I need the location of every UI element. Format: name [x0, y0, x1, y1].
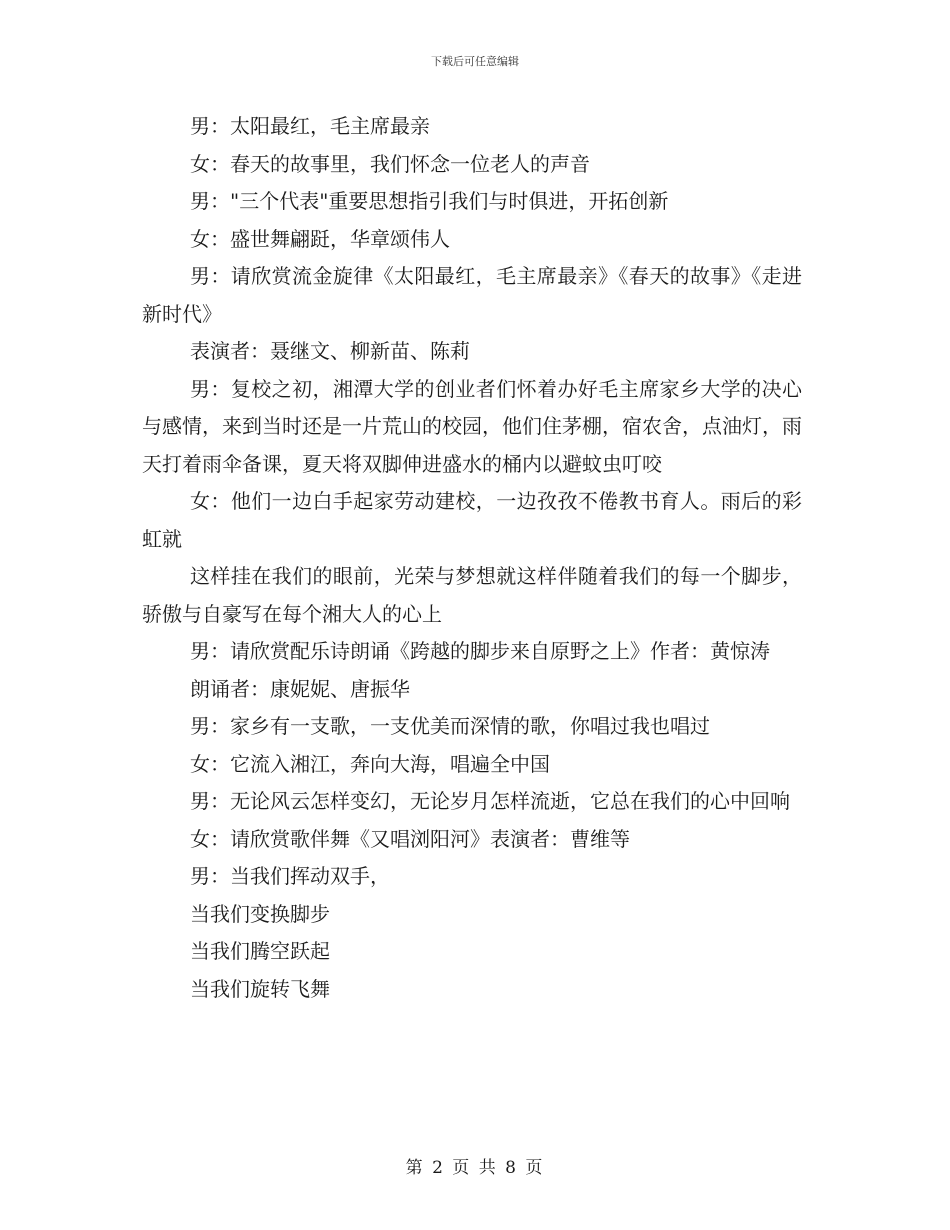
paragraph: 朗诵者：康妮妮、唐振华: [190, 676, 410, 701]
paragraph: 男：无论风云怎样变幻，无论岁月怎样流逝，它总在我们的心中回响: [190, 789, 790, 813]
paragraph: 当我们腾空跃起: [190, 939, 330, 963]
paragraph: 男：当我们挥动双手，: [190, 864, 390, 888]
paragraph: 女：春天的故事里，我们怀念一位老人的声音: [190, 151, 590, 176]
paragraph: 男：请欣赏配乐诗朗诵《跨越的脚步来自原野之上》作者：黄惊涛: [190, 639, 770, 663]
paragraph: 女：盛世舞翩跹，华章颂伟人: [190, 226, 450, 251]
paragraph: 男：请欣赏流金旋律《太阳最红，毛主席最亲》《春天的故事》《走进新时代》: [142, 264, 802, 326]
paragraph: 女：它流入湘江，奔向大海，唱遍全中国: [190, 751, 550, 776]
paragraph: 女：请欣赏歌伴舞《又唱浏阳河》表演者：曹维等: [190, 826, 630, 851]
paragraph: 女：他们一边白手起家劳动建校，一边孜孜不倦教书育人。雨后的彩虹就: [142, 489, 802, 551]
paragraph: 男：复校之初，湘潭大学的创业者们怀着办好毛主席家乡大学的决心与感情，来到当时还是一片荒山的校园，他们住茅棚，宿农舍，点油灯，雨天打着雨伞备课，夏天将双脚伸进盛水的桶内以避蚊虫叮咬: [142, 376, 802, 476]
paragraph: 男：家乡有一支歌，一支优美而深情的歌，你唱过我也唱过: [190, 714, 710, 738]
paragraph: 男："三个代表"重要思想指引我们与时俱进，开拓创新: [190, 189, 669, 213]
paragraph: 表演者：聂继文、柳新苗、陈莉: [190, 339, 470, 363]
document-body: [142, 108, 802, 1008]
paragraph: 当我们变换脚步: [190, 901, 330, 926]
paragraph: 男：太阳最红，毛主席最亲: [190, 114, 430, 138]
paragraph: 当我们旋转飞舞: [190, 976, 330, 1001]
paragraph: 这样挂在我们的眼前，光荣与梦想就这样伴随着我们的每一个脚步，骄傲与自豪写在每个湘大人的心上: [142, 564, 802, 626]
page-number-footer: 第 2 页 共 8 页: [405, 1158, 545, 1178]
page-header: 下载后可任意编辑: [431, 55, 519, 68]
